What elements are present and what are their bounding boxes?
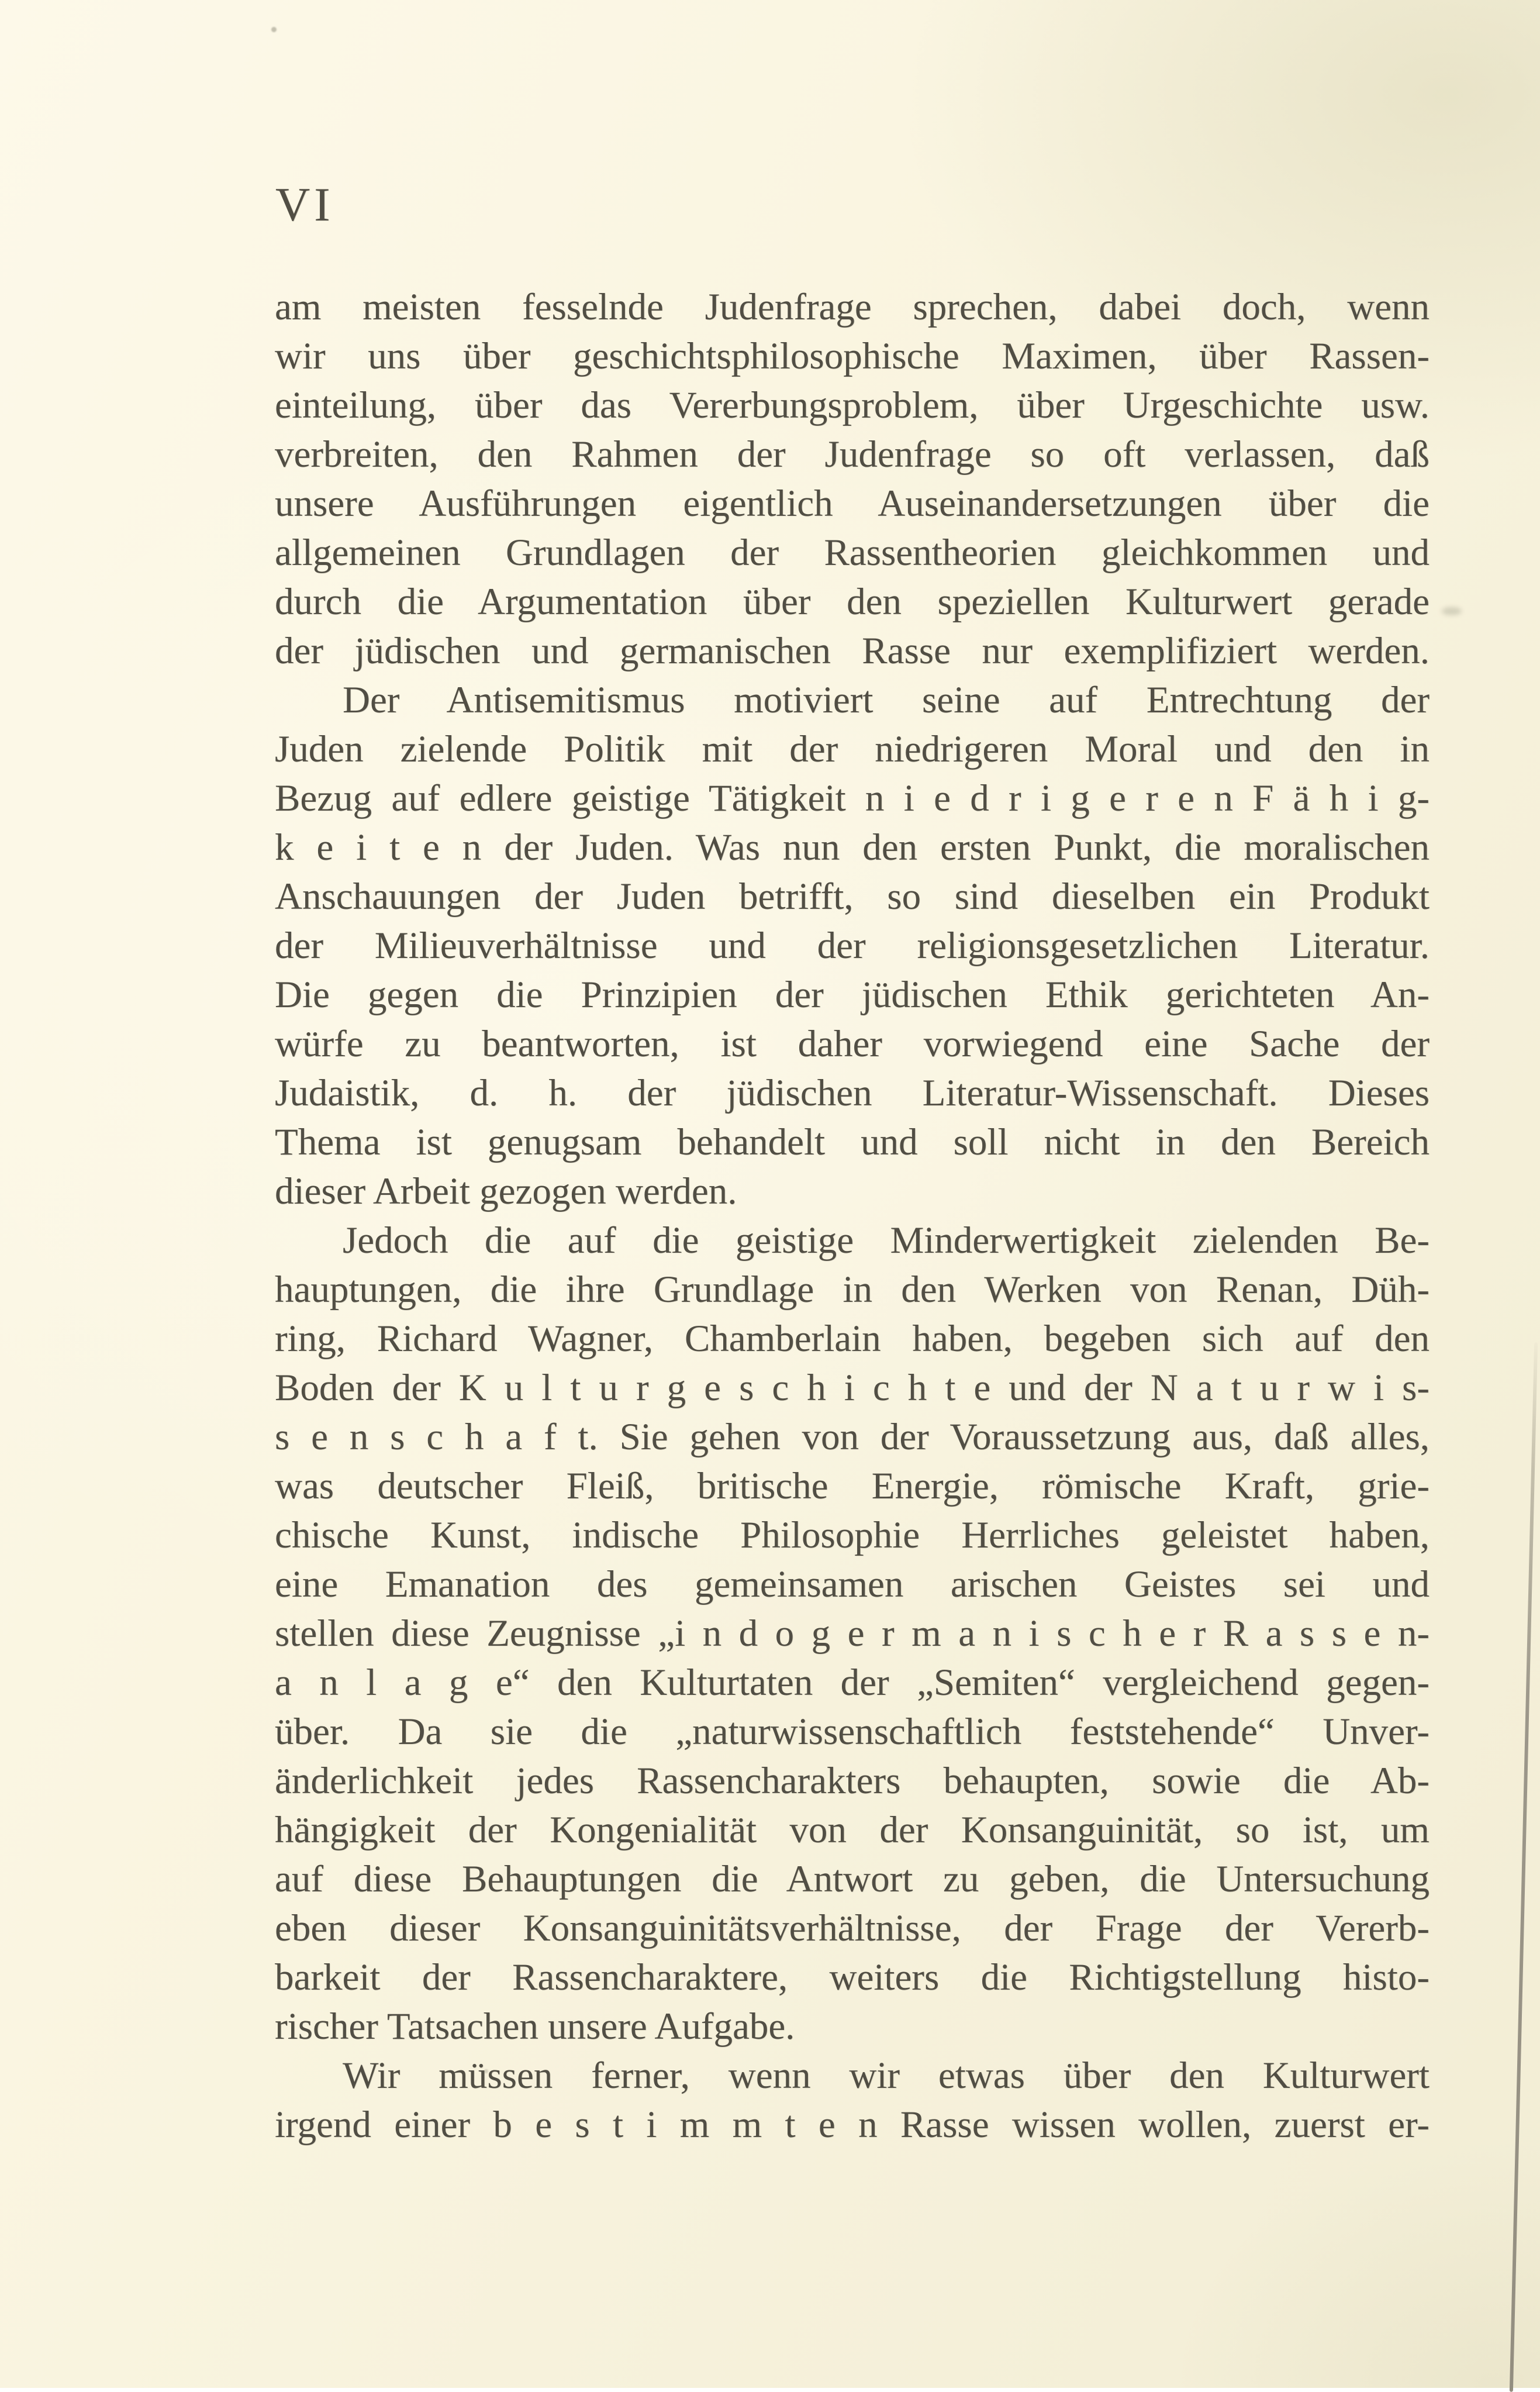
text-line: Thema ist genugsam behandelt und soll nicht in den Bereich (275, 1121, 1429, 1163)
paper-speck (271, 27, 277, 32)
text-line: Boden der K u l t u r g e s c h i c h t e und der N a t u r w i s- (275, 1367, 1429, 1409)
text-line: durch die Argumentation über den speziellen Kulturwert gerade (275, 581, 1429, 623)
text-line: rischer Tatsachen unsere Aufgabe. (275, 2005, 795, 2048)
text-line: Die gegen die Prinzipien der jüdischen Ethik gerichteten An- (275, 974, 1429, 1016)
paper-speck (1442, 607, 1462, 615)
text-line: eine Emanation des gemeinsamen arischen Geistes sei und (275, 1563, 1429, 1605)
text-line: Juden zielende Politik mit der niedrigeren Moral und den in (275, 728, 1429, 770)
text-line: eben dieser Konsanguinitätsverhältnisse, der Frage der Vererb- (275, 1907, 1429, 1949)
text-line: stellen diese Zeugnisse „i n d o g e r m a n i s c h e r R a s s e n- (275, 1612, 1429, 1655)
text-line: der Milieuverhältnisse und der religionsgesetzlichen Literatur. (275, 925, 1429, 967)
text-line: ring, Richard Wagner, Chamberlain haben, begeben sich auf den (275, 1318, 1429, 1360)
text-line: was deutscher Fleiß, britische Energie, römische Kraft, grie- (275, 1465, 1429, 1507)
text-line: a n l a g e“ den Kulturtaten der „Semiten“ vergleichend gegen- (275, 1662, 1429, 1704)
text-line: Wir müssen ferner, wenn wir etwas über den Kulturwert (343, 2055, 1429, 2097)
text-line: änderlichkeit jedes Rassencharakters behaupten, sowie die Ab- (275, 1760, 1429, 1802)
text-line: irgend einer b e s t i m m t e n Rasse wissen wollen, zuerst er- (275, 2104, 1429, 2146)
text-line: allgemeinen Grundlagen der Rassentheorien gleichkommen und (275, 532, 1429, 574)
text-line: der jüdischen und germanischen Rasse nur exemplifiziert werden. (275, 630, 1429, 672)
text-line: Anschauungen der Juden betrifft, so sind dieselben ein Produkt (275, 876, 1429, 918)
text-block (275, 282, 1429, 2149)
text-line: hängigkeit der Kongenialität von der Konsanguinität, so ist, um (275, 1809, 1429, 1851)
text-line: auf diese Behauptungen die Antwort zu geben, die Untersuchung (275, 1858, 1429, 1900)
text-line: s e n s c h a f t. Sie gehen von der Voraussetzung aus, daß alles, (275, 1416, 1429, 1458)
text-line: würfe zu beantworten, ist daher vorwiegend eine Sache der (275, 1023, 1429, 1065)
text-line: dieser Arbeit gezogen werden. (275, 1170, 737, 1212)
text-line: Jedoch die auf die geistige Minderwertigkeit zielenden Be- (343, 1219, 1429, 1262)
text-line: wir uns über geschichtsphilosophische Maximen, über Rassen- (275, 335, 1429, 377)
text-line: über. Da sie die „naturwissenschaftlich feststehende“ Unver- (275, 1711, 1429, 1753)
text-line: barkeit der Rassencharaktere, weiters die Richtigstellung histo- (275, 1956, 1429, 1998)
text-line: chische Kunst, indische Philosophie Herrliches geleistet haben, (275, 1514, 1429, 1556)
text-line: Der Antisemitismus motiviert seine auf Entrechtung der (343, 679, 1429, 721)
paper-speck (484, 2069, 488, 2073)
text-line: Bezug auf edlere geistige Tätigkeit n i e d r i g e r e n F ä h i g- (275, 777, 1429, 819)
text-line: verbreiten, den Rahmen der Judenfrage so oft verlassen, daß (275, 433, 1429, 475)
page-number: VI (275, 178, 334, 231)
text-line: einteilung, über das Vererbungsproblem, über Urgeschichte usw. (275, 384, 1429, 426)
text-line: unsere Ausführungen eigentlich Auseinandersetzungen über die (275, 482, 1429, 525)
text-line: Judaistik, d. h. der jüdischen Literatur-Wissenschaft. Dieses (275, 1072, 1429, 1114)
text-line: am meisten fesselnde Judenfrage sprechen, dabei doch, wenn (275, 286, 1429, 328)
text-line: hauptungen, die ihre Grundlage in den Werken von Renan, Düh- (275, 1269, 1429, 1311)
text-line: k e i t e n der Juden. Was nun den ersten Punkt, die moralischen (275, 826, 1429, 868)
